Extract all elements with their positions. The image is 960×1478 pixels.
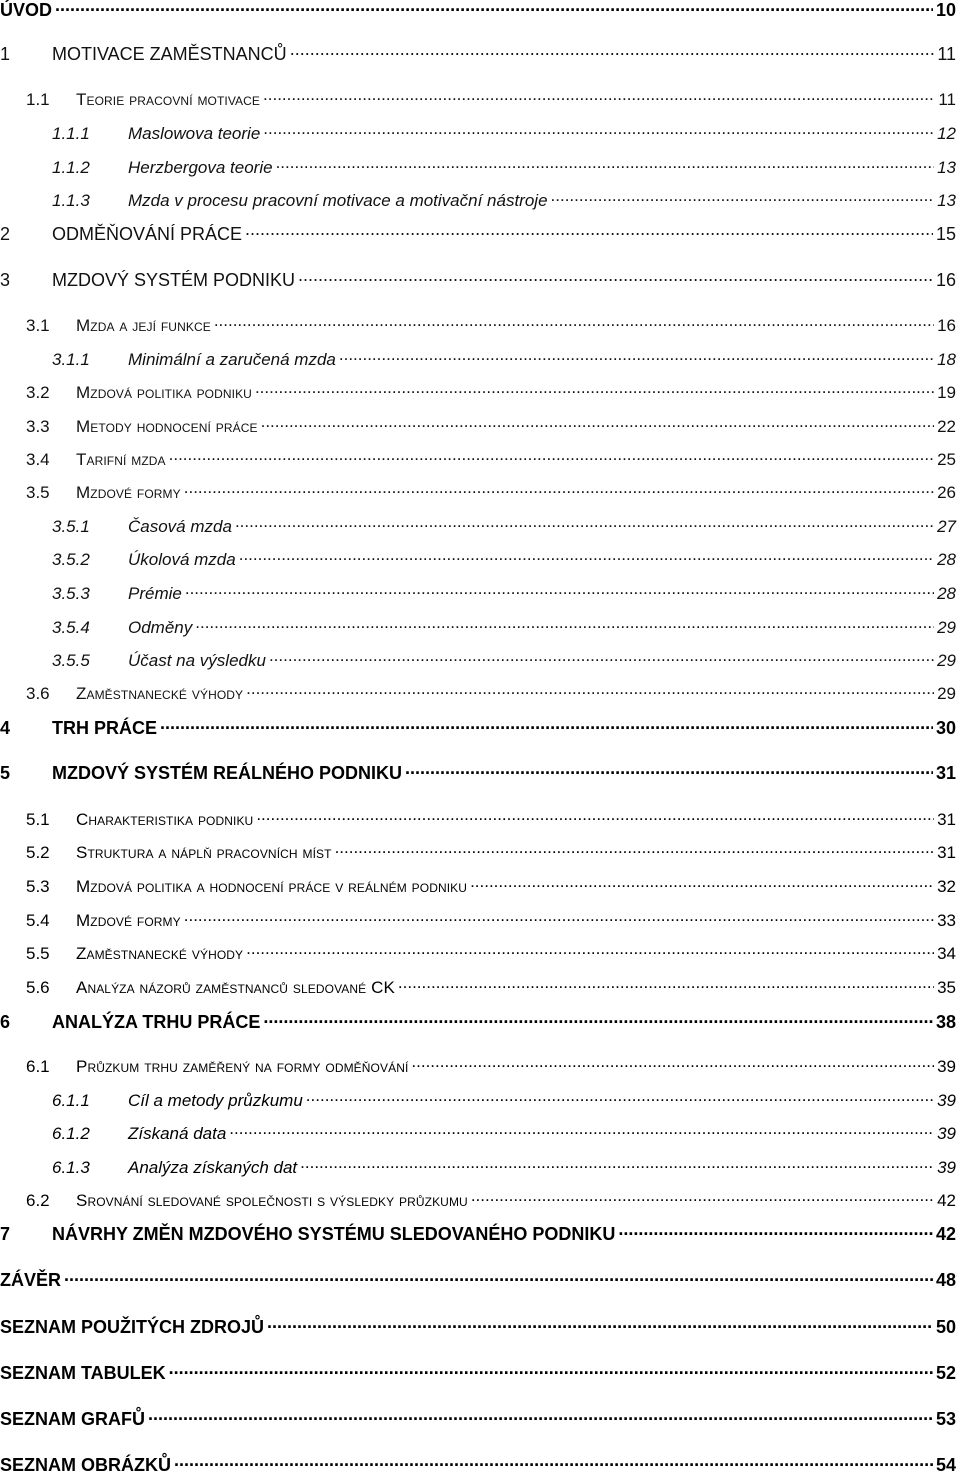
toc-entry-page-number: 29 <box>937 618 956 637</box>
toc-entry-number: 3.1 <box>26 316 50 335</box>
toc-entry-number: 5.1 <box>26 810 50 829</box>
toc-entry-page-number: 38 <box>935 1012 956 1032</box>
toc-entry-title: SEZNAM GRAFŮ <box>0 1409 145 1429</box>
toc-entry-title: Srovnání sledované společnosti s výsledky průzkumu <box>76 1191 468 1210</box>
dot-leader <box>471 1189 934 1206</box>
toc-entry[interactable] <box>0 976 956 1000</box>
toc-entry-page-number: 10 <box>935 0 956 20</box>
toc-entry-number: 3.5.2 <box>52 550 90 569</box>
dot-leader <box>267 1315 933 1333</box>
toc-entry-title: Úkolová mzda <box>128 550 236 569</box>
toc-entry-page-number: 25 <box>937 450 956 469</box>
dot-leader <box>339 348 934 365</box>
dot-leader <box>214 314 934 331</box>
toc-entry-number: 5.4 <box>26 911 50 930</box>
toc-entry-page-number: 33 <box>937 911 956 930</box>
toc-entry-title: Mzda a její funkce <box>76 316 211 335</box>
dot-leader <box>335 841 935 858</box>
toc-entry-page-number: 30 <box>935 718 956 738</box>
toc-entry[interactable] <box>0 808 956 832</box>
toc-entry-title: MOTIVACE ZAMĚSTNANCŮ <box>52 44 287 64</box>
toc-entry[interactable] <box>0 1089 956 1113</box>
toc-entry[interactable] <box>0 314 956 338</box>
toc-entry[interactable] <box>0 1055 956 1079</box>
toc-entry-page-number: 39 <box>937 1124 956 1143</box>
toc-entry-title: Účast na výsledku <box>128 651 266 670</box>
toc-entry-title: Průzkum trhu zaměřený na formy odměňování <box>76 1057 409 1076</box>
toc-entry-page-number: 34 <box>937 944 956 963</box>
toc-entry-page-number: 13 <box>937 158 956 177</box>
toc-entry-title: Mzdová politika a hodnocení práce v reálném podniku <box>76 877 468 896</box>
toc-entry-number: 1.1.3 <box>52 191 90 210</box>
toc-entry[interactable] <box>0 649 956 673</box>
toc-entry-title: Tarifní mzda <box>76 450 166 469</box>
toc-entry[interactable] <box>0 616 956 640</box>
toc-entry-title: Zaměstnanecké výhody <box>76 944 244 963</box>
toc-entry[interactable] <box>0 716 956 740</box>
dot-leader <box>300 1156 934 1173</box>
toc-entry-title: Odměny <box>128 618 193 637</box>
toc-entry-page-number: 28 <box>937 550 956 569</box>
toc-entry[interactable] <box>0 0 956 22</box>
toc-entry-title: Analýza názorů zaměstnanců sledované CK <box>76 978 395 997</box>
dot-leader <box>290 42 935 60</box>
toc-entry-page-number: 29 <box>937 684 956 703</box>
toc-entry[interactable] <box>0 515 956 539</box>
toc-entry-page-number: 32 <box>937 877 956 896</box>
toc-entry-title: Zaměstnanecké výhody <box>76 684 244 703</box>
toc-entry-title: Charakteristika podniku <box>76 810 254 829</box>
toc-entry[interactable] <box>0 381 956 405</box>
toc-entry[interactable] <box>0 156 956 180</box>
toc-entry-number: 3 <box>0 270 11 290</box>
toc-entry[interactable] <box>0 1361 956 1385</box>
toc-entry-page-number: 16 <box>935 270 956 290</box>
toc-entry-page-number: 39 <box>937 1057 956 1076</box>
toc-entry-page-number: 35 <box>937 978 956 997</box>
dot-leader <box>160 716 933 734</box>
toc-entry[interactable] <box>0 42 956 66</box>
toc-entry[interactable] <box>0 415 956 439</box>
toc-entry-title: Mzdové formy <box>76 483 181 502</box>
toc-entry-page-number: 15 <box>935 224 956 244</box>
dot-leader <box>55 0 933 16</box>
toc-entry-title: Cíl a metody průzkumu <box>128 1091 303 1110</box>
toc-entry-title: Analýza získaných dat <box>128 1158 298 1177</box>
toc-entry-number: 6 <box>0 1012 11 1032</box>
dot-leader <box>169 448 934 465</box>
toc-entry[interactable] <box>0 942 956 966</box>
dot-leader <box>184 909 934 926</box>
toc-entry[interactable] <box>0 841 956 865</box>
dot-leader <box>64 1268 933 1286</box>
toc-entry-number: 5.6 <box>26 978 50 997</box>
dot-leader <box>398 976 934 993</box>
toc-entry-title: Metody hodnocení práce <box>76 417 258 436</box>
toc-entry-page-number: 11 <box>938 90 956 109</box>
toc-entry-title: Prémie <box>128 584 182 603</box>
toc-entry-number: 6.1.3 <box>52 1158 90 1177</box>
toc-entry[interactable] <box>0 1189 956 1213</box>
toc-entry-title: SEZNAM POUŽITÝCH ZDROJŮ <box>0 1317 265 1337</box>
toc-entry-page-number: 54 <box>935 1455 956 1475</box>
dot-leader <box>263 88 935 105</box>
toc-entry-title: Struktura a náplň pracovních míst <box>76 843 332 862</box>
toc-entry[interactable] <box>0 189 956 213</box>
toc-entry[interactable] <box>0 875 956 899</box>
toc-entry-number: 3.5.3 <box>52 584 90 603</box>
dot-leader <box>306 1089 934 1106</box>
dot-leader <box>261 415 934 432</box>
toc-entry-page-number: 11 <box>937 44 956 64</box>
toc-entry-number: 5.3 <box>26 877 50 896</box>
toc-entry-title: SEZNAM TABULEK <box>0 1363 166 1383</box>
toc-entry-title: SEZNAM OBRÁZKŮ <box>0 1455 171 1475</box>
toc-entry-number: 1.1 <box>26 90 50 109</box>
toc-entry-title: Minimální a zaručená mzda <box>128 350 336 369</box>
toc-entry[interactable] <box>0 348 956 372</box>
toc-entry-number: 5 <box>0 763 11 783</box>
dot-leader <box>174 1453 933 1471</box>
dot-leader <box>246 942 934 959</box>
toc-entry-number: 3.2 <box>26 383 50 402</box>
toc-entry[interactable] <box>0 268 956 292</box>
toc-entry-number: 1.1.2 <box>52 158 90 177</box>
toc-entry[interactable] <box>0 761 956 785</box>
toc-entry-title: ZÁVĚR <box>0 1270 62 1290</box>
toc-entry-number: 2 <box>0 224 11 244</box>
toc-entry-page-number: 31 <box>935 763 956 783</box>
toc-entry-number: 6.2 <box>26 1191 50 1210</box>
dot-leader <box>256 808 934 825</box>
dot-leader <box>195 616 934 633</box>
dot-leader <box>470 875 934 892</box>
toc-entry-number: 3.1.1 <box>52 350 90 369</box>
toc-entry-page-number: 27 <box>937 517 956 536</box>
toc-entry-title: Maslowova teorie <box>128 124 261 143</box>
toc-entry[interactable] <box>0 548 956 572</box>
toc-entry-number: 3.6 <box>26 684 50 703</box>
toc-entry-page-number: 13 <box>937 191 956 210</box>
toc-entry-number: 3.5.4 <box>52 618 90 637</box>
toc-entry-page-number: 12 <box>937 124 956 143</box>
toc-entry-number: 3.3 <box>26 417 50 436</box>
toc-entry[interactable] <box>0 909 956 933</box>
toc-entry-page-number: 19 <box>937 383 956 402</box>
toc-entry-title: Mzdové formy <box>76 911 181 930</box>
toc-entry-title: MZDOVÝ SYSTÉM PODNIKU <box>52 270 296 290</box>
toc-entry[interactable] <box>0 222 956 246</box>
toc-entry-page-number: 31 <box>937 810 956 829</box>
toc-entry-number: 5.5 <box>26 944 50 963</box>
toc-entry-title: Mzda v procesu pracovní motivace a motivační nástroje <box>128 191 548 210</box>
dot-leader <box>148 1407 933 1425</box>
toc-entry-number: 7 <box>0 1224 11 1244</box>
dot-leader <box>184 481 934 498</box>
toc-entry-number: 3.5.1 <box>52 517 90 536</box>
toc-entry-page-number: 28 <box>937 584 956 603</box>
dot-leader <box>245 222 933 240</box>
toc-entry-number: 3.4 <box>26 450 50 469</box>
toc-entry-title: ÚVOD <box>0 0 53 20</box>
dot-leader <box>618 1222 933 1240</box>
dot-leader <box>298 268 933 286</box>
dot-leader <box>255 381 934 398</box>
dot-leader <box>276 156 935 173</box>
dot-leader <box>263 122 934 139</box>
toc-entry-page-number: 52 <box>935 1363 956 1383</box>
dot-leader <box>169 1361 933 1379</box>
toc-entry-page-number: 50 <box>935 1317 956 1337</box>
dot-leader <box>185 582 934 599</box>
toc-entry-title: Časová mzda <box>128 517 232 536</box>
toc-entry-title: ANALÝZA TRHU PRÁCE <box>52 1012 261 1032</box>
toc-entry[interactable] <box>0 1122 956 1146</box>
toc-entry-number: 6.1 <box>26 1057 50 1076</box>
toc-entry[interactable] <box>0 582 956 606</box>
dot-leader <box>551 189 935 206</box>
toc-entry-page-number: 18 <box>937 350 956 369</box>
toc-entry-page-number: 48 <box>935 1270 956 1290</box>
toc-entry-number: 3.5.5 <box>52 651 90 670</box>
dot-leader <box>229 1122 934 1139</box>
dot-leader <box>269 649 934 666</box>
toc-entry-number: 5.2 <box>26 843 50 862</box>
toc-entry-title: ODMĚŇOVÁNÍ PRÁCE <box>52 224 243 244</box>
toc-entry-title: Získaná data <box>128 1124 227 1143</box>
toc-entry-number: 6.1.1 <box>52 1091 90 1110</box>
toc-entry-page-number: 16 <box>937 316 956 335</box>
toc-entry-title: MZDOVÝ SYSTÉM REÁLNÉHO PODNIKU <box>52 763 403 783</box>
toc-entry[interactable] <box>0 448 956 472</box>
toc-entry[interactable] <box>0 122 956 146</box>
toc-entry[interactable] <box>0 1407 956 1431</box>
toc-entry-page-number: 39 <box>937 1091 956 1110</box>
toc-entry-title: Teorie pracovní motivace <box>76 90 261 109</box>
toc-entry[interactable] <box>0 1010 956 1034</box>
toc-entry-page-number: 29 <box>937 651 956 670</box>
toc-entry-title: Herzbergova teorie <box>128 158 273 177</box>
toc-entry-number: 4 <box>0 718 11 738</box>
toc-entry-number: 3.5 <box>26 483 50 502</box>
toc-entry-number: 1 <box>0 44 11 64</box>
toc-entry-page-number: 42 <box>937 1191 956 1210</box>
toc-entry[interactable] <box>0 1222 956 1246</box>
dot-leader <box>263 1010 933 1028</box>
dot-leader <box>235 515 934 532</box>
toc-entry[interactable] <box>0 481 956 505</box>
toc-entry-title: NÁVRHY ZMĚN MZDOVÉHO SYSTÉMU SLEDOVANÉHO PODNIKU <box>52 1224 616 1244</box>
toc-entry[interactable] <box>0 1268 956 1292</box>
dot-leader <box>405 761 933 779</box>
toc-entry-page-number: 31 <box>937 843 956 862</box>
toc-entry-number: 1.1.1 <box>52 124 90 143</box>
dot-leader <box>411 1055 934 1072</box>
toc-entry-title: Mzdová politika podniku <box>76 383 252 402</box>
toc-entry[interactable] <box>0 1315 956 1339</box>
toc-entry-page-number: 22 <box>937 417 956 436</box>
dot-leader <box>246 682 934 699</box>
dot-leader <box>239 548 934 565</box>
toc-entry-page-number: 39 <box>937 1158 956 1177</box>
toc-entry-page-number: 26 <box>937 483 956 502</box>
toc-entry-number: 6.1.2 <box>52 1124 90 1143</box>
toc-entry-page-number: 53 <box>935 1409 956 1429</box>
toc-entry[interactable] <box>0 1453 956 1477</box>
toc-entry-page-number: 42 <box>935 1224 956 1244</box>
toc-entry-title: TRH PRÁCE <box>52 718 158 738</box>
toc-entry[interactable] <box>0 88 956 112</box>
toc-entry[interactable] <box>0 1156 956 1180</box>
toc-entry[interactable] <box>0 682 956 706</box>
